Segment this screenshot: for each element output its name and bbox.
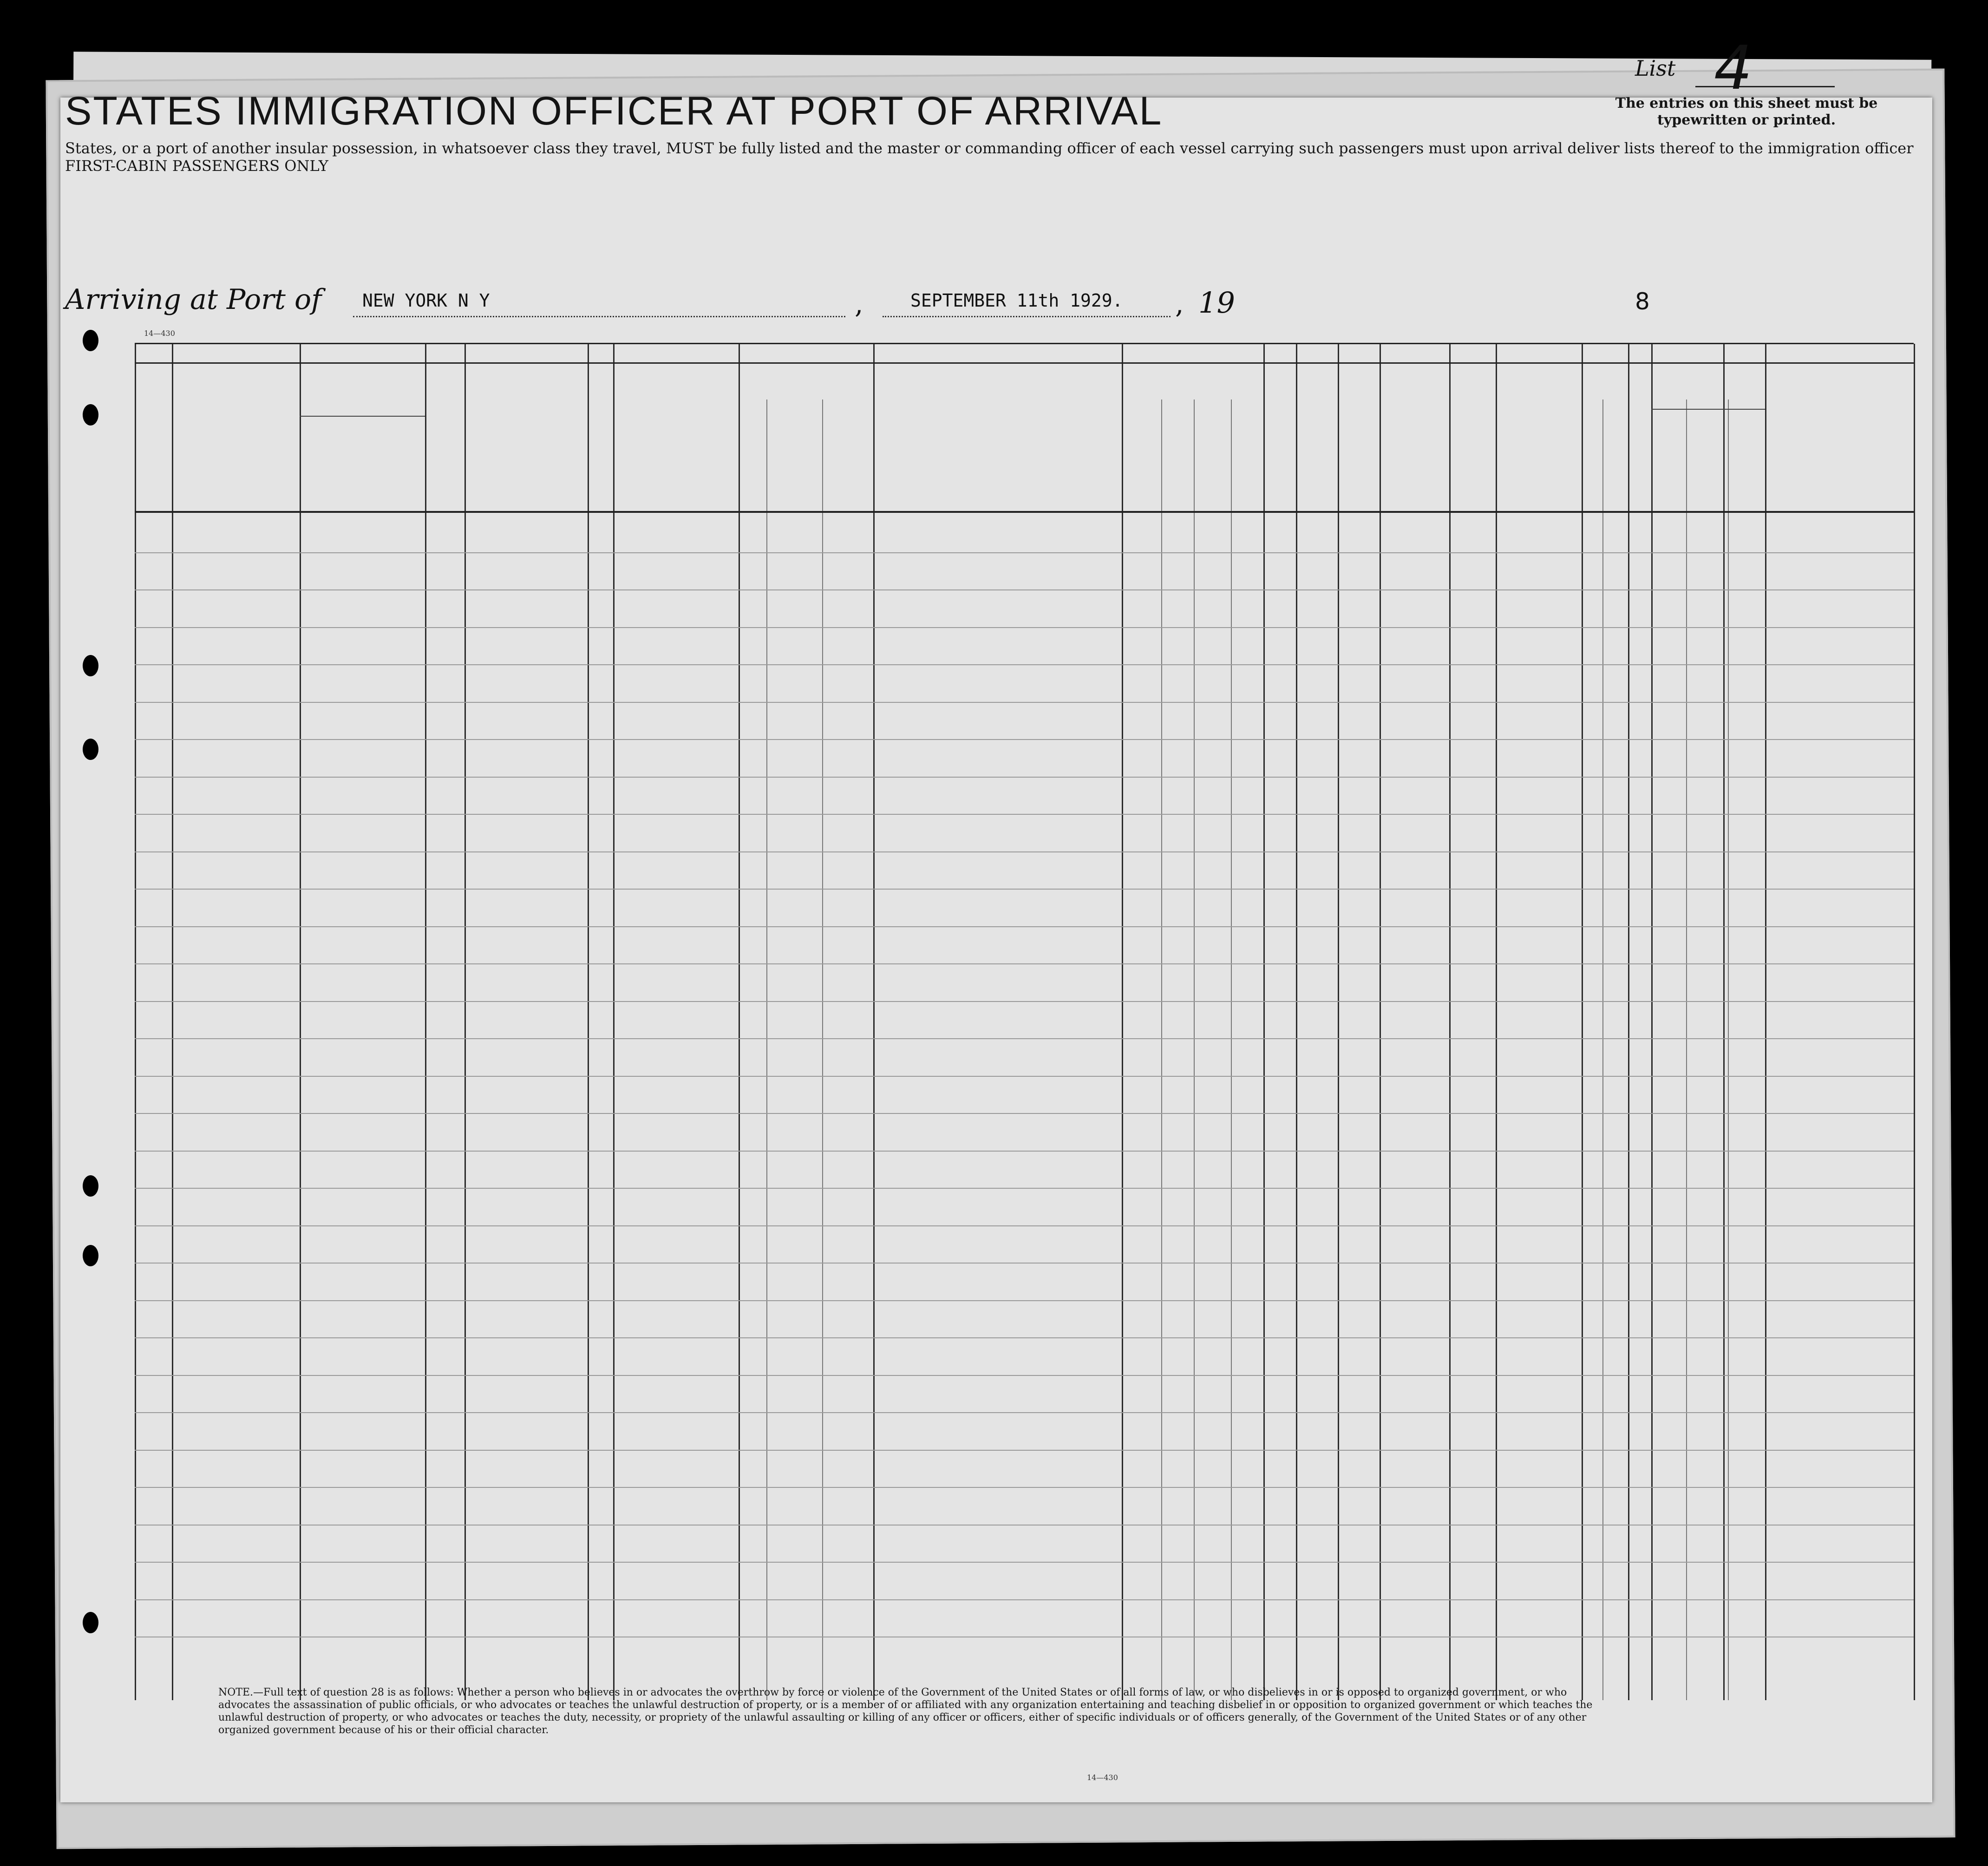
column-divider xyxy=(172,344,173,1700)
row-rule xyxy=(135,1038,1914,1039)
list-number: 4 xyxy=(1714,33,1753,103)
row-rule xyxy=(135,1300,1914,1301)
column-divider xyxy=(1338,344,1339,1700)
row-rule xyxy=(135,1562,1914,1563)
row-rule xyxy=(135,1375,1914,1376)
column-divider xyxy=(1651,344,1653,1700)
list-label: List xyxy=(1635,56,1676,81)
column-divider xyxy=(1723,344,1725,1700)
color-subrule xyxy=(1651,409,1765,410)
sub-column-divider xyxy=(1231,399,1232,1700)
sub-column-divider xyxy=(1728,399,1729,1700)
sub-column-divider xyxy=(1194,399,1195,1700)
form-title: STATES IMMIGRATION OFFICER AT PORT OF ARRIVAL xyxy=(65,89,1163,133)
column-divider xyxy=(1122,344,1123,1700)
row-rule xyxy=(135,1450,1914,1451)
row-rule xyxy=(135,926,1914,927)
row-rule xyxy=(135,1151,1914,1152)
column-divider xyxy=(1582,344,1583,1700)
row-rule xyxy=(135,1263,1914,1264)
row-rule xyxy=(135,814,1914,815)
typewritten-note: The entries on this sheet must be typewritten or printed. xyxy=(1615,95,1878,128)
row-rule xyxy=(135,851,1914,852)
form-number: 14—430 xyxy=(144,329,175,338)
sub-column-divider xyxy=(1161,399,1162,1700)
sub-column-divider xyxy=(1602,399,1603,1700)
row-rule xyxy=(135,889,1914,890)
column-divider xyxy=(739,344,740,1700)
row-rule xyxy=(135,1487,1914,1488)
row-rule xyxy=(135,777,1914,778)
comma-separator: , xyxy=(855,288,863,320)
arriving-label: Arriving at Port of xyxy=(65,283,322,316)
column-divider xyxy=(300,344,301,1700)
row-rule xyxy=(135,1412,1914,1413)
column-divider xyxy=(1765,344,1766,1700)
row-rule xyxy=(135,589,1914,590)
sub-column-divider xyxy=(1686,399,1687,1700)
preamble-line: States, or a port of another insular possession, in whatsoever class they travel, MUST be fully listed and the master or commanding officer of each vessel carrying such passengers must upon arrival deliver lists thereof to the immigration officer xyxy=(65,139,1914,157)
column-divider xyxy=(1296,344,1297,1700)
sub-column-divider xyxy=(822,399,823,1700)
row-rule xyxy=(135,1337,1914,1338)
header-num-rule xyxy=(135,362,1914,364)
header-bottom-rule xyxy=(135,511,1914,513)
column-divider xyxy=(1914,344,1915,1700)
column-divider xyxy=(1628,344,1629,1700)
comma-separator: , xyxy=(1175,288,1184,320)
column-divider xyxy=(425,344,426,1700)
column-divider xyxy=(588,344,589,1700)
header-top-rule xyxy=(135,343,1914,344)
footnote-form-number: 14—430 xyxy=(1087,1773,1118,1782)
row-rule xyxy=(135,627,1914,628)
row-rule xyxy=(135,1001,1914,1002)
arrival-date: SEPTEMBER 11th 1929. xyxy=(910,290,1123,311)
footnote: NOTE.—Full text of question 28 is as follows: Whether a person who believes in or advocates the overthrow by force or violence of the Government of the United States or of all forms of law, or who disbelieves in or is opposed to organized government, or who advocates the assassination of public officials, or who advocates or teaches the unlawful destruction of property, or is a member of or affiliated with any organization entertaining and teaching disbelief in or opposition to organized government or which teaches the unlawful destruction of property, or who advocates or teaches the duty, necessity, or propriety of the unlawful assaulting or killing of any officer or officers, either of specific individuals or of officers generally, of the Government of the United States or of any other organized government because of his or their official character. xyxy=(218,1687,1593,1736)
row-rule xyxy=(135,1113,1914,1114)
arrival-port: NEW YORK N Y xyxy=(362,290,490,311)
cabin-class-line: FIRST-CABIN PASSENGERS ONLY xyxy=(65,157,328,175)
column-divider xyxy=(1449,344,1451,1700)
row-rule xyxy=(135,1525,1914,1526)
year-prefix: 19 xyxy=(1198,286,1235,320)
row-rule xyxy=(135,1225,1914,1226)
column-divider xyxy=(1380,344,1381,1700)
row-rule xyxy=(135,1076,1914,1077)
column-divider xyxy=(1496,344,1497,1700)
row-rule xyxy=(135,1599,1914,1600)
sub-column-divider xyxy=(766,399,767,1700)
column-divider xyxy=(1263,344,1265,1700)
row-rule xyxy=(135,664,1914,665)
column-divider xyxy=(135,344,136,1700)
row-rule xyxy=(135,702,1914,703)
row-rule xyxy=(135,963,1914,964)
row-rule xyxy=(135,552,1914,553)
final-destination-subrule xyxy=(300,416,425,417)
row-rule xyxy=(135,739,1914,740)
column-divider xyxy=(613,344,615,1700)
column-divider xyxy=(464,344,466,1700)
column-divider xyxy=(873,344,875,1700)
corner-mark: 8 xyxy=(1635,288,1650,315)
row-rule xyxy=(135,1188,1914,1189)
